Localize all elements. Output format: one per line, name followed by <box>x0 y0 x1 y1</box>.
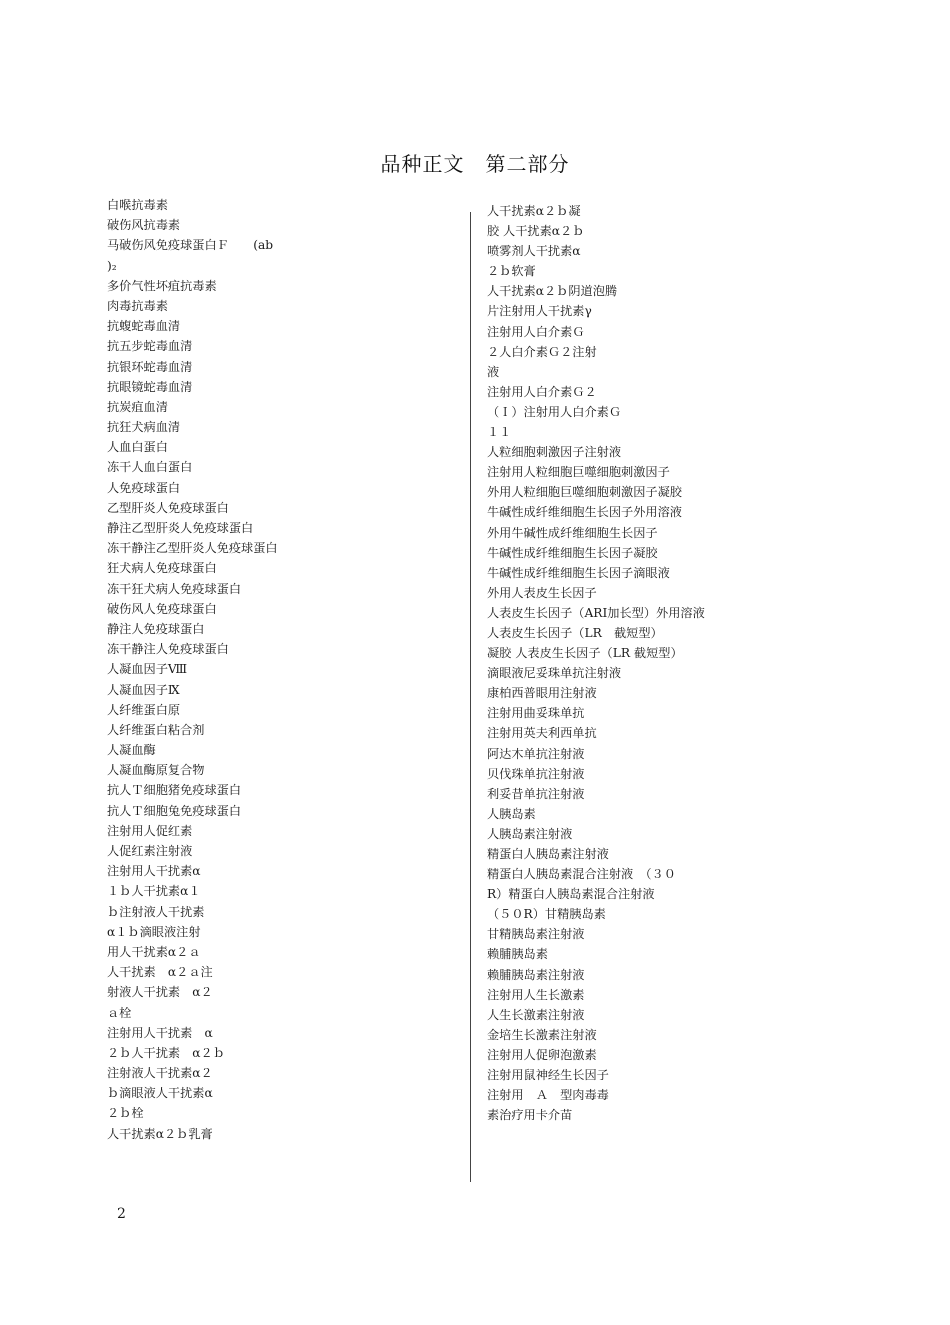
column-divider <box>470 212 471 1182</box>
list-item: 注射用人促红素 <box>107 823 193 838</box>
list-item: 人胰岛素 <box>487 806 536 821</box>
list-item: 人促红素注射液 <box>107 844 193 858</box>
list-item: 白喉抗毒素 <box>107 198 168 212</box>
list-item: 液 <box>487 364 500 379</box>
list-item: 注射用鼠神经生长因子 <box>487 1068 609 1083</box>
list-item: 喷雾剂人干扰素α <box>487 244 581 259</box>
page-title: 品种正文 第二部分 <box>380 152 570 176</box>
list-item: 人干扰素α２ｂ乳膏 <box>107 1126 213 1141</box>
list-item: 贝伐珠单抗注射液 <box>487 766 585 781</box>
list-item: 人生长激素注射液 <box>487 1007 585 1022</box>
list-item: 肉毒抗毒素 <box>107 298 168 313</box>
list-item: 人凝血酶原复合物 <box>107 763 205 778</box>
list-item: 乙型肝炎人免疫球蛋白 <box>107 500 229 515</box>
list-item: 静注乙型肝炎人免疫球蛋白 <box>107 521 254 535</box>
list-item: )₂ <box>107 258 117 273</box>
list-item: ２ｂ软膏 <box>487 264 536 279</box>
list-item: ｂ注射液人干扰素 <box>107 904 205 919</box>
list-item: 注射用人白介素Ｇ２ <box>487 384 597 399</box>
list-item: （５０R）甘精胰岛素 <box>487 907 606 922</box>
list-item: 用人干扰素α２ａ <box>107 944 201 959</box>
list-item: 人免疫球蛋白 <box>107 480 181 495</box>
list-item: 精蛋白人胰岛素注射液 <box>487 847 609 861</box>
list-item: 精蛋白人胰岛素混合注射液 （３０ <box>487 867 676 882</box>
list-item: 注射用人促卵泡激素 <box>487 1047 597 1062</box>
list-item: 外用人粒细胞巨噬细胞刺激因子凝胶 <box>487 485 682 500</box>
list-item: 冻干狂犬病人免疫球蛋白 <box>107 581 242 596</box>
list-item: 阿达木单抗注射液 <box>487 746 585 761</box>
list-item: 注射用人白介素Ｇ <box>487 324 585 339</box>
list-item: 注射用人干扰素α <box>107 864 201 879</box>
list-item: 片注射用人干扰素γ <box>487 304 592 319</box>
list-item: 外用人表皮生长因子 <box>487 585 597 600</box>
list-item: 抗五步蛇毒血清 <box>107 339 193 354</box>
list-item: 抗蝮蛇毒血清 <box>107 319 181 334</box>
list-item: 牛碱性成纤维细胞生长因子外用溶液 <box>487 505 682 520</box>
left-column-list <box>107 195 462 1144</box>
list-item: 冻干人血白蛋白 <box>107 460 193 475</box>
list-item: R）精蛋白人胰岛素混合注射液 <box>487 887 655 902</box>
list-item: 金培生长激素注射液 <box>487 1027 597 1042</box>
list-item: 人凝血因子Ⅷ <box>107 662 188 677</box>
list-item: 射液人干扰素 α２ <box>107 985 213 1000</box>
list-item: 外用牛碱性成纤维细胞生长因子 <box>487 525 658 540</box>
list-item: 人表皮生长因子（ARI加长型）外用溶液 <box>487 605 705 620</box>
list-item: ｂ滴眼液人干扰素α <box>107 1086 213 1101</box>
list-item: 人血白蛋白 <box>107 440 168 455</box>
list-item: 人纤维蛋白原 <box>107 702 181 717</box>
list-item: １１ <box>487 425 512 440</box>
list-item: 抗狂犬病血清 <box>107 420 181 435</box>
list-item: 冻干静注人免疫球蛋白 <box>107 642 229 657</box>
list-item: 胶 人干扰素α２ｂ <box>487 224 585 239</box>
list-item: 抗银环蛇毒血清 <box>107 359 193 374</box>
list-item: 人凝血酶 <box>107 743 156 758</box>
list-item: 注射用英夫利西单抗 <box>487 726 597 741</box>
list-item: 注射用人干扰素 α <box>107 1025 213 1040</box>
list-item: 狂犬病人免疫球蛋白 <box>107 561 217 576</box>
list-item: 马破伤风免疫球蛋白Ｆ (ab <box>107 238 274 253</box>
list-item: ２ｂ栓 <box>107 1106 144 1121</box>
list-item: 破伤风人免疫球蛋白 <box>107 601 217 616</box>
list-item: 注射液人干扰素α２ <box>107 1066 213 1081</box>
list-item: 赖脯胰岛素 <box>487 947 548 962</box>
list-item: （Ｉ）注射用人白介素Ｇ <box>487 404 622 419</box>
list-item: 凝胶 人表皮生长因子（LR 截短型） <box>487 646 683 661</box>
list-item: ２人白介素Ｇ２注射 <box>487 344 597 359</box>
list-item: 注射用 Ａ 型肉毒毒 <box>487 1088 609 1103</box>
list-item: 滴眼液尼妥珠单抗注射液 <box>487 666 622 681</box>
list-item: 利妥昔单抗注射液 <box>487 786 585 801</box>
list-item: 甘精胰岛素注射液 <box>487 927 585 942</box>
list-item: 冻干静注乙型肝炎人免疫球蛋白 <box>107 541 278 556</box>
list-item: 人胰岛素注射液 <box>487 826 573 841</box>
list-item: 抗炭疽血清 <box>107 399 168 414</box>
list-item: α１ｂ滴眼液注射 <box>107 924 201 939</box>
list-item: 康柏西普眼用注射液 <box>487 686 597 701</box>
list-item: 注射用曲妥珠单抗 <box>487 706 585 721</box>
list-item: 人干扰素α２ｂ阴道泡腾 <box>487 284 618 299</box>
list-item: 牛碱性成纤维细胞生长因子滴眼液 <box>487 565 670 580</box>
list-item: 人凝血因子Ⅸ <box>107 682 180 697</box>
list-item: 静注人免疫球蛋白 <box>107 621 205 636</box>
list-item: 人干扰素 α２ａ注 <box>107 965 213 980</box>
list-item: 人纤维蛋白粘合剂 <box>107 722 205 737</box>
list-item: 多价气性坏疽抗毒素 <box>107 278 217 293</box>
list-item: 素治疗用卡介苗 <box>487 1108 573 1123</box>
list-item: ａ栓 <box>107 1005 132 1020</box>
list-item: 牛碱性成纤维细胞生长因子凝胶 <box>487 545 658 560</box>
list-item: １ｂ人干扰素α１ <box>107 884 201 899</box>
list-item: 人粒细胞刺激因子注射液 <box>487 445 622 460</box>
list-item: 人干扰素α２ｂ凝 <box>487 204 581 218</box>
list-item: 注射用人粒细胞巨噬细胞刺激因子 <box>487 465 670 480</box>
list-item: 抗眼镜蛇毒血清 <box>107 379 193 394</box>
list-item: 抗人Ｔ细胞猪免疫球蛋白 <box>107 783 242 798</box>
list-item: 赖脯胰岛素注射液 <box>487 967 585 982</box>
right-column-list <box>487 201 867 1125</box>
list-item: 人表皮生长因子（LR 截短型） <box>487 625 663 640</box>
list-item: 注射用人生长激素 <box>487 987 585 1002</box>
page-number: 2 <box>117 1206 126 1222</box>
list-item: 抗人Ｔ细胞兔免疫球蛋白 <box>107 803 242 818</box>
list-item: 破伤风抗毒素 <box>107 218 181 233</box>
list-item: ２ｂ人干扰素 α２ｂ <box>107 1045 225 1060</box>
